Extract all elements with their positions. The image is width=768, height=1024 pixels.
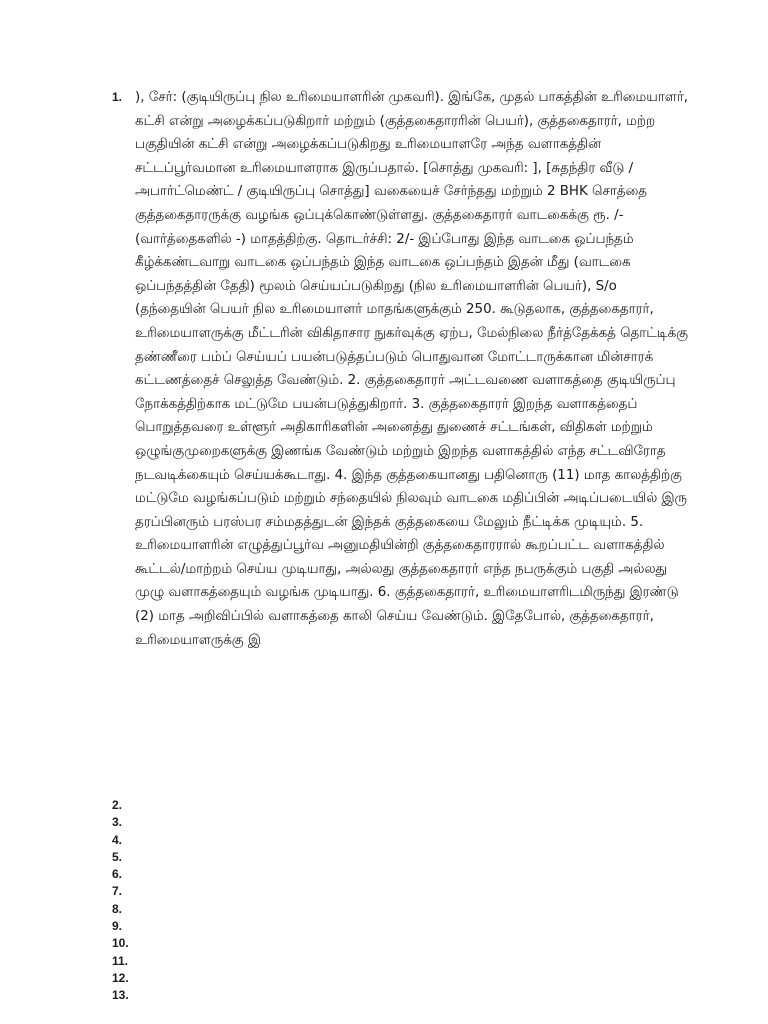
list-item	[0, 883, 768, 900]
list-item-number: 8.	[112, 901, 123, 916]
list-item-number: 5.	[112, 849, 123, 864]
list-item-number: 13.	[112, 988, 129, 1003]
list-item	[0, 918, 768, 935]
list-item-number: 7.	[112, 884, 123, 899]
list-item	[0, 935, 768, 952]
list-item	[0, 970, 768, 987]
list-item-number: 2.	[112, 798, 123, 812]
list-item	[0, 86, 768, 797]
list-item	[0, 814, 768, 831]
list-item-number: 4.	[112, 832, 123, 847]
list-item	[0, 987, 768, 1004]
list-item	[0, 953, 768, 970]
list-item-number: 10.	[112, 936, 129, 951]
list-item	[0, 866, 768, 883]
list-item-number: 11.	[112, 953, 129, 968]
list-item-number: 1.	[112, 90, 123, 104]
list-item	[0, 797, 768, 814]
list-item-number: 3.	[112, 815, 123, 830]
numbered-list	[0, 86, 768, 1005]
list-item	[0, 849, 768, 866]
list-item	[0, 832, 768, 849]
list-item-text: ), சேர்: (குடியிருப்பு நில உரிமையாளரின் முகவரி). இங்கே, முதல் பாகத்தின் உரிமையாளர், கட்சி என்று அழைக்கப்படுகிறார் மற்றும் (குத்தகைதாரரின் பெயர்), குத்தகைதாரர், மற்ற பகுதியின் கட்சி என்று அழைக்கப்படுகிறது உரிமையாளரே அந்த வளாகத்தின் சட்டப்பூர்வமான உரிமையாளராக இருப்பதால். [சொத்து முகவரி: ], [சுதந்திர வீடு / அபார்ட்மெண்ட் / குடியிருப்பு சொத்து] வகையைச் சேர்ந்தது மற்றும் 2 BHK சொத்தை குத்தகைதாரருக்கு வழங்க ஒப்புக்கொண்டுள்ளது. குத்தகைதாரர் வாடகைக்கு ரூ. /- (வார்த்தைகளில் -) மாதத்திற்கு. தொடர்ச்சி: 2/- இப்போது இந்த வாடகை ஒப்பந்தம் கீழ்க்கண்டவாறு வாடகை ஒப்பந்தம் இந்த வாடகை ஒப்பந்தம் இதன் மீது (வாடகை ஒப்பந்தத்தின் தேதி) மூலம் செய்யப்படுகிறது (நில உரிமையாளரின் பெயர்), S/o (தந்தையின் பெயர் நில உரிமையாளர் மாதங்களுக்கும் 250. கூடுதலாக, குத்தகைதாரர், உரிமையாளருக்கு மீட்டரின் விகிதாசார நுகர்வுக்கு ஏற்ப, மேல்நிலை நீர்த்தேக்கத் தொட்டிக்கு தண்ணீரை பம்ப் செய்யப் பயன்படுத்தப்படும் பொதுவான மோட்டாருக்கான மின்சாரக் கட்டணத்தைச் செலுத்த வேண்டும். 2. குத்தகைதாரர் அட்டவணை வளாகத்தை குடியிருப்பு நோக்கத்திற்காக மட்டுமே பயன்படுத்துகிறார். 3. குத்தகைதாரர் இறந்த வளாகத்தைப் பொறுத்தவரை உள்ளூர் அதிகாரிகளின் அனைத்து துணைச் சட்டங்கள், விதிகள் மற்றும் ஒழுங்குமுறைகளுக்கு இணங்க வேண்டும் மற்றும் இறந்த வளாகத்தில் எந்த சட்டவிரோத நடவடிக்கையும் செய்யக்கூடாது. 4. இந்த குத்தகையானது பதினொரு (11) மாத காலத்திற்கு மட்டுமே வழங்கப்படும் மற்றும் சந்தையில் நிலவும் வாடகை மதிப்பின் அடிப்படையில் இரு தரப்பினரும் பரஸ்பர சம்மதத்துடன் இந்தக் குத்தகையை மேலும் நீட்டிக்க முடியும். 5. உரிமையாளரின் எழுத்துப்பூர்வ அனுமதியின்றி குத்தகைதாரரால் கூறப்பட்ட வளாகத்தில் கூட்டல்/மாற்றம் செய்ய முடியாது, அல்லது குத்தகைதாரர் எந்த நபருக்கும் பகுதி அல்லது முழு வளாகத்தையும் வழங்க முடியாது. 6. குத்தகைதாரர், உரிமையாளரிடமிருந்து இரண்டு (2) மாத அறிவிப்பில் வளாகத்தை காலி செய்ய வேண்டும். இதேபோல், குத்தகைதாரர், உரிமையாளருக்கு இ	[135, 90, 689, 648]
list-item	[0, 901, 768, 918]
list-item-number: 6.	[112, 867, 123, 882]
list-item-number: 12.	[112, 970, 129, 985]
list-item-body	[0, 86, 768, 797]
list-item-number: 9.	[112, 919, 123, 934]
